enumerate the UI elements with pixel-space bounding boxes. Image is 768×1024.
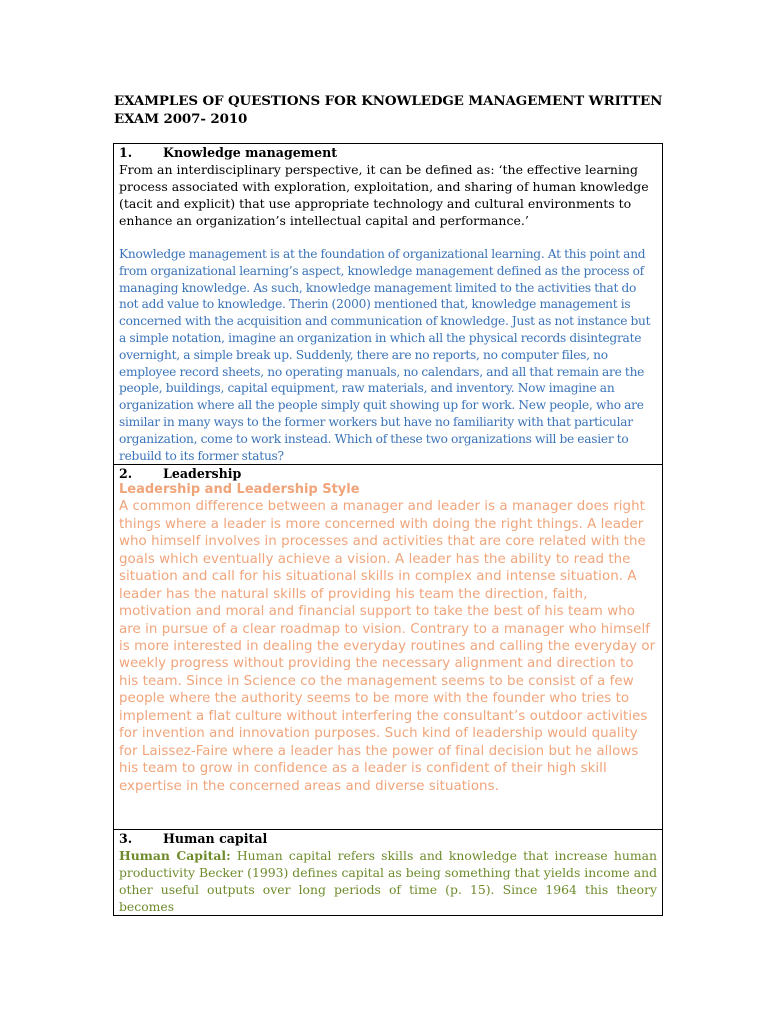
section-number: 3. <box>119 831 133 847</box>
section-number: 2. <box>119 466 133 482</box>
questions-table <box>113 143 663 916</box>
subheading: Leadership and Leadership Style <box>119 482 360 498</box>
body-text: Knowledge management is at the foundation of organizational learning. At this point and from organizational learning’s aspect, knowledge management defined as the process of managing knowledge. As such, knowledge management limited to the activities that do not add value to knowledge. Therin (2000) mentioned that, knowledge management is concerned with the acquisition and communication of knowledge. Just as not instance but a simple notation, imagine an organization in which all the physical records disintegrate overnight, a simple break up. Suddenly, there are no reports, no computer files, no employee record sheets, no operating manuals, no calendars, and all that remain are the people, buildings, capital equipment, raw materials, and inventory. Now imagine an organization where all the people simply quit showing up for work. New people, who are similar in many ways to the former workers but have no familiarity with that particular organization, come to work instead. Which of these two organizations will be easier to rebuild to its former status? <box>119 247 651 463</box>
section-human-capital <box>114 830 663 916</box>
section-heading <box>119 145 657 161</box>
definition-text: From an interdisciplinary perspective, it can be defined as: ‘the effective learning process associated with exploration, exploitation, and sharing of human knowledge (tacit and explicit) that use appropriate technology and cultural environments to enhance an organization’s intellectual capital and performance.’ <box>119 162 649 228</box>
body-text <box>119 847 657 915</box>
body-continuation: Human capital refers skills and knowledge that increase human productivity Becker (1993) defines capital as being something that yields income and other useful outputs over long periods of time (p. 15). Since 1964 this theory becomes <box>119 848 657 915</box>
section-title: Leadership <box>163 466 242 482</box>
section-heading <box>119 466 657 482</box>
section-title: Human capital <box>163 831 268 847</box>
lead-term: Human Capital: <box>119 848 231 864</box>
section-knowledge-management <box>114 144 663 465</box>
table-row <box>114 465 663 830</box>
section-number: 1. <box>119 145 133 160</box>
document-title: EXAMPLES OF QUESTIONS FOR KNOWLEDGE MANAGEMENT WRITTEN EXAM 2007- 2010 <box>114 93 663 127</box>
section-title: Knowledge management <box>163 145 338 160</box>
paragraph-spacer <box>119 229 657 246</box>
body-text: A common difference between a manager and leader is a manager does right things where a leader is more concerned with doing the right things. A leader who himself involves in processes and activities that are core related with the goals which eventually achieve a vision. A leader has the ability to read the situation and call for his situational skills in complex and intense situation. A leader has the natural skills of providing his team the direction, faith, motivation and moral and financial support to take the best of his team who are in pursue of a clear roadmap to vision. Contrary to a manager who himself is more interested in dealing the everyday routines and calling the everyday or weekly progress without providing the necessary alignment and direction to his team. Since in Science co the management seems to be consist of a few people where the authority seems to be more with the founder who tries to implement a flat culture without interfering the consultant’s outdoor activities for invention and innovation purposes. Such kind of leadership would quality for Laissez-Faire where a leader has the power of final decision but he allows his team to grow in confidence as a leader is confident of their high skill expertise in the concerned areas and diverse situations. <box>119 499 656 794</box>
table-row <box>114 830 663 916</box>
section-leadership <box>114 465 663 830</box>
section-heading <box>119 831 657 847</box>
table-row <box>114 144 663 465</box>
